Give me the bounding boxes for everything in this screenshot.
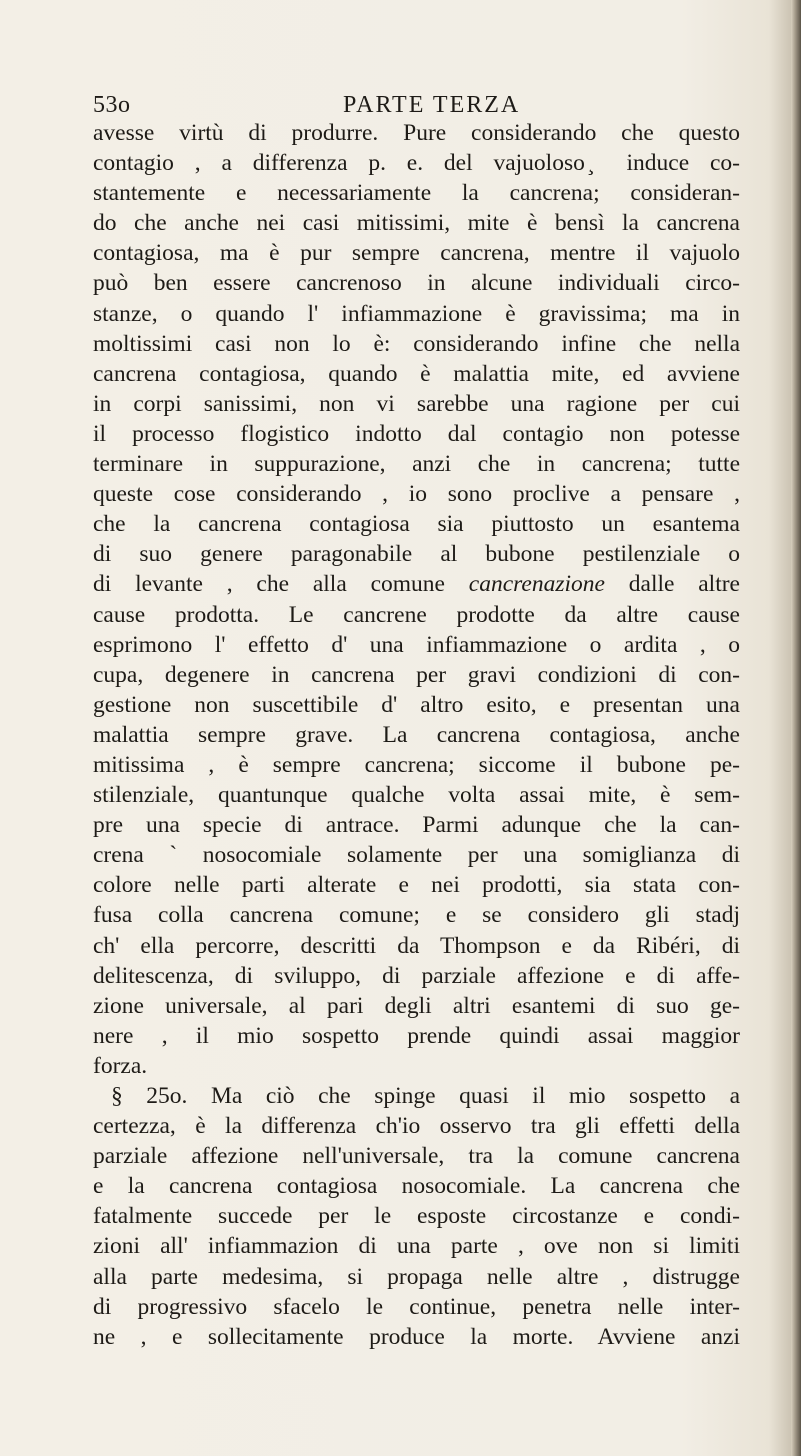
- body-text: [93, 118, 740, 1352]
- text-line: zione universale, al pari degli altri esantemi di suo ge-: [93, 992, 740, 1019]
- text-line: forza.: [93, 1052, 148, 1079]
- text-line: ch' ella percorre, descritti da Thompson e da Ribéri, di: [93, 932, 740, 959]
- text-line: stilenziale, quantunque qualche volta assai mite, è sem-: [93, 782, 740, 809]
- text-line: in corpi sanissimi, non vi sarebbe una ragione per cui: [93, 390, 740, 417]
- text-line-with-italic: [93, 569, 740, 599]
- text-line: colore nelle parti alterate e nei prodotti, sia stata con-: [93, 872, 740, 899]
- text-line: contagiosa, ma è pur sempre cancrena, mentre il vajuolo: [93, 240, 740, 267]
- text-line: do che anche nei casi mitissimi, mite è bensì la cancrena: [93, 210, 740, 237]
- text-line: queste cose considerando , io sono proclive a pensare ,: [93, 481, 740, 508]
- text-line: esprimono l' effetto d' una infiammazione o ardita , o: [93, 631, 740, 658]
- text-line: moltissimi casi non lo è: considerando infine che nella: [93, 330, 740, 357]
- text-line: che la cancrena contagiosa sia piuttosto un esantema: [93, 511, 740, 538]
- text-line: parziale affezione nell'universale, tra la comune cancrena: [93, 1143, 740, 1170]
- text-line: certezza, è la differenza ch'io osservo tra gli effetti della: [93, 1113, 740, 1140]
- text-line: terminare in suppurazione, anzi che in cancrena; tutte: [93, 451, 740, 478]
- text-line: contagio , a differenza p. e. del vajuoloso ̧ induce co-: [93, 150, 740, 177]
- text-line: cupa, degenere in cancrena per gravi condizioni di con-: [93, 661, 740, 688]
- text-line: può ben essere cancrenoso in alcune individuali circo-: [93, 270, 740, 297]
- text-line: avesse virtù di produrre. Pure considerando che questo: [93, 120, 740, 146]
- text-segment: dalle altre: [628, 571, 740, 598]
- section-start-line: § 25o. Ma ciò che spinge quasi il mio sospetto a: [111, 1083, 740, 1109]
- text-line: di suo genere paragonabile al bubone pestilenziale o: [93, 541, 740, 568]
- text-line: alla parte medesima, si propaga nelle altre , distrugge: [93, 1263, 740, 1290]
- text-line: cancrena contagiosa, quando è malattia mite, ed avviene: [93, 360, 740, 387]
- text-line: di progressivo sfacelo le continue, penetra nelle inter-: [93, 1293, 740, 1320]
- text-line: stanze, o quando l' infiammazione è gravissima; ma in: [93, 300, 740, 327]
- running-title: PARTE TERZA: [343, 92, 521, 118]
- text-line: il processo flogistico indotto dal contagio non potesse: [93, 420, 740, 447]
- text-line: gestione non suscettibile d' altro esito, e presentan una: [93, 691, 740, 718]
- page-edge-shadow: [791, 0, 801, 1456]
- text-line: crena ` nosocomiale solamente per una somiglianza di: [93, 842, 740, 869]
- text-line: malattia sempre grave. La cancrena contagiosa, anche: [93, 721, 740, 748]
- text-line: ne , e sollecitamente produce la morte. Avviene anzi: [93, 1323, 740, 1350]
- text-line: nere , il mio sospetto prende quindi assai maggior: [93, 1022, 740, 1049]
- text-line: zioni all' infiammazion di una parte , ove non si limiti: [93, 1233, 740, 1260]
- text-segment: di levante , che alla comune: [93, 571, 445, 598]
- text-line: fatalmente succede per le esposte circostanze e condi-: [93, 1203, 740, 1230]
- text-line: delitescenza, di sviluppo, di parziale affezione e di affe-: [93, 962, 740, 989]
- page-number: 53o: [93, 92, 131, 118]
- italic-term: cancrenazione: [468, 571, 605, 598]
- text-line: fusa colla cancrena comune; e se considero gli stadj: [93, 902, 740, 929]
- text-line: stantemente e necessariamente la cancrena; consideran-: [93, 180, 740, 207]
- text-line: pre una specie di antrace. Parmi adunque che la can-: [93, 812, 740, 839]
- text-line: e la cancrena contagiosa nosocomiale. La cancrena che: [93, 1173, 740, 1200]
- text-line: cause prodotta. Le cancrene prodotte da altre cause: [93, 601, 740, 628]
- text-line: mitissima , è sempre cancrena; siccome il bubone pe-: [93, 751, 740, 778]
